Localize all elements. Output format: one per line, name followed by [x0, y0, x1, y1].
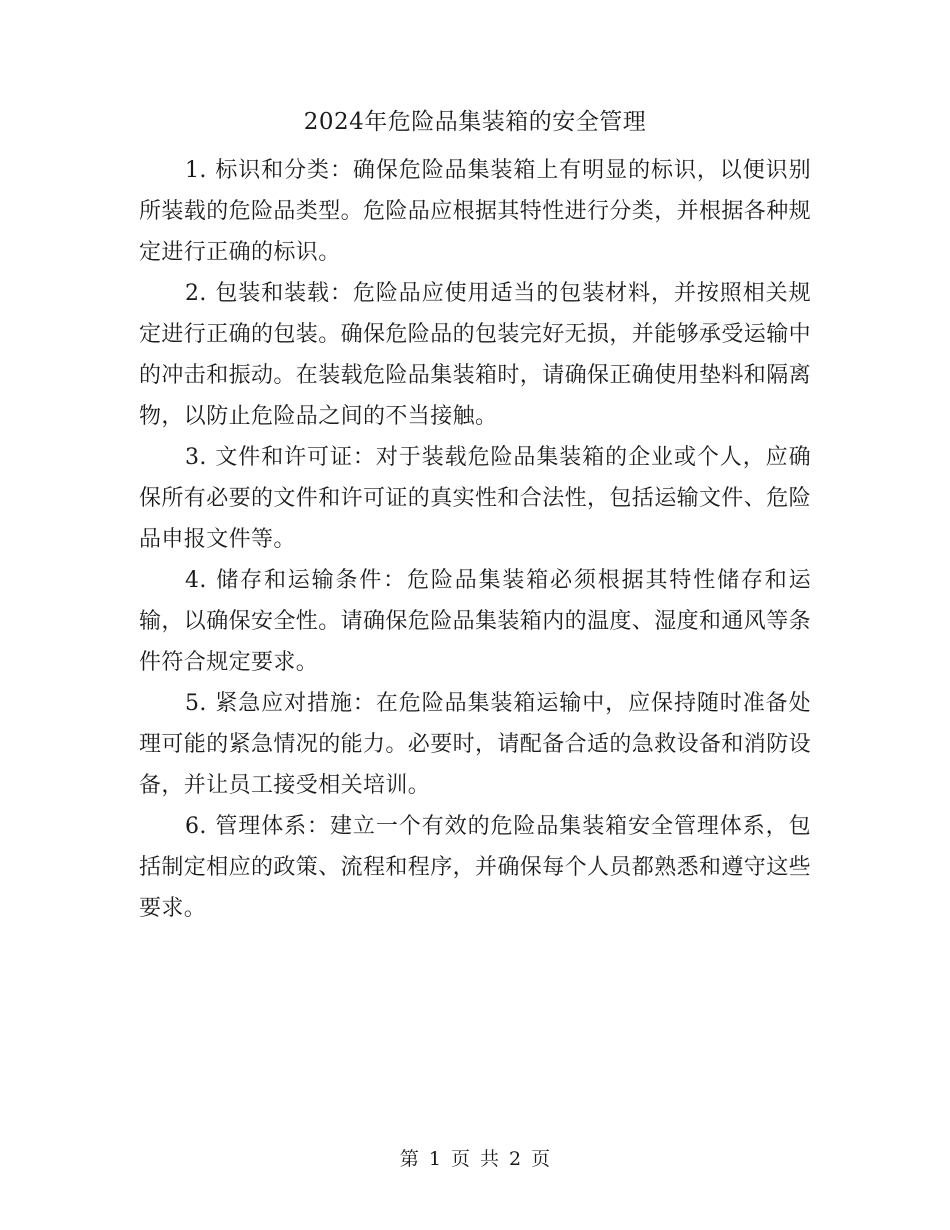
paragraph-4: [139, 560, 811, 683]
paragraph-number: 3.: [185, 445, 207, 470]
paragraph-5: [139, 683, 811, 806]
paragraph-text: 文件和许可证：对于装载危险品集装箱的企业或个人，应确保所有必要的文件和许可证的真实性和合法性，包括运输文件、危险品申报文件等。: [139, 445, 812, 552]
paragraph-text: 紧急应对措施：在危险品集装箱运输中，应保持随时准备处理可能的紧急情况的能力。必要时，请配备合适的急救设备和消防设备，并让员工接受相关培训。: [139, 691, 812, 798]
paragraph-number: 2.: [185, 281, 207, 306]
paragraph-text: 标识和分类：确保危险品集装箱上有明显的标识，以便识别所装载的危险品类型。危险品应根据其特性进行分类，并根据各种规定进行正确的标识。: [139, 158, 812, 265]
paragraph-2: [139, 273, 811, 437]
paragraph-text: 储存和运输条件：危险品集装箱必须根据其特性储存和运输，以确保安全性。请确保危险品集装箱内的温度、湿度和通风等条件符合规定要求。: [139, 568, 812, 675]
document-body: [139, 150, 811, 929]
paragraph-number: 4.: [185, 568, 207, 593]
paragraph-6: [139, 806, 811, 929]
paragraph-number: 6.: [185, 814, 207, 839]
paragraph-1: [139, 150, 811, 273]
paragraph-text: 管理体系：建立一个有效的危险品集装箱安全管理体系，包括制定相应的政策、流程和程序，并确保每个人员都熟悉和遵守这些要求。: [139, 814, 812, 921]
paragraph-number: 1.: [185, 158, 207, 183]
page-footer: 第 1 页 共 2 页: [399, 1148, 551, 1170]
document-title: 2024年危险品集装箱的安全管理: [303, 109, 647, 135]
paragraph-text: 包装和装载：危险品应使用适当的包装材料，并按照相关规定进行正确的包装。确保危险品的包装完好无损，并能够承受运输中的冲击和振动。在装载危险品集装箱时，请确保正确使用垫料和隔离物，以防止危险品之间的不当接触。: [139, 281, 812, 429]
paragraph-3: [139, 437, 811, 560]
paragraph-number: 5.: [185, 691, 207, 716]
